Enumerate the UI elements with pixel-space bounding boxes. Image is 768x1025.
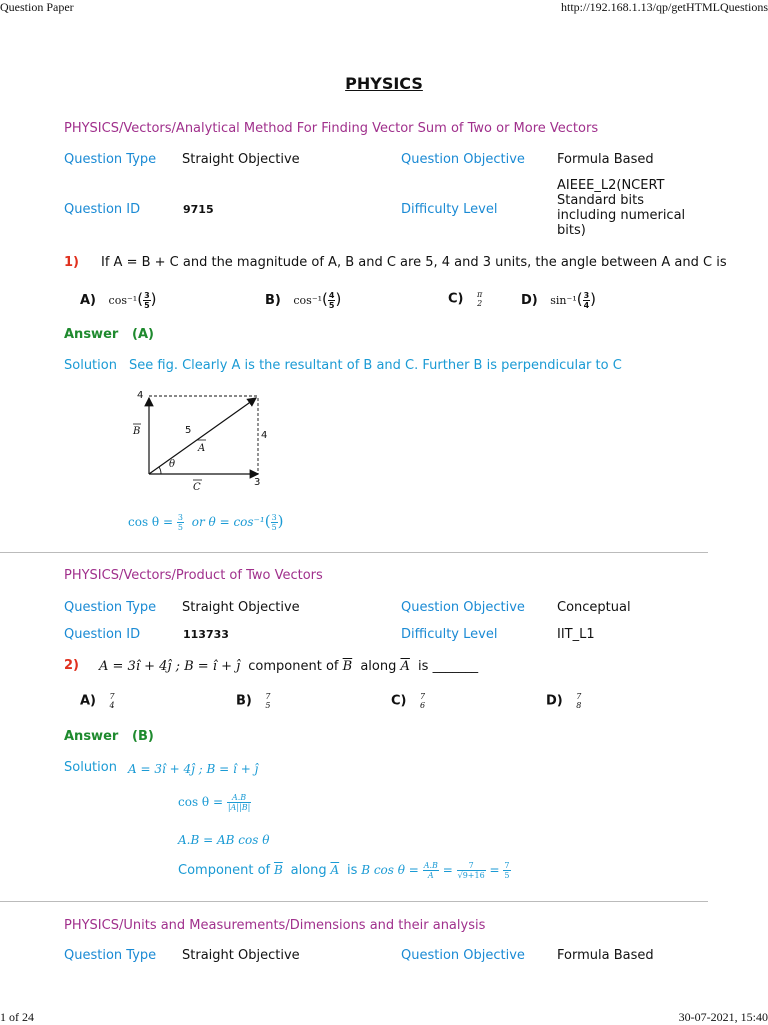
- q1-question-text: If A = B + C and the magnitude of A, B and C are 5, 4 and 3 units, the angle between A and C is: [101, 255, 727, 270]
- q2-answer-label: Answer: [64, 729, 119, 744]
- option-label: D): [546, 693, 563, 709]
- q1-option-b[interactable]: B) cos⁻¹( $\frac{4}{5}$ ): [265, 290, 342, 310]
- q2-question-objective-label: Question Objective: [401, 600, 525, 615]
- q1-question-objective-label: Question Objective: [401, 152, 525, 167]
- q3-question-objective-value: Formula Based: [557, 948, 654, 963]
- q1-difficulty-line: bits): [557, 223, 586, 238]
- q3-question-type-label: Question Type: [64, 948, 157, 963]
- option-fraction: $\frac{3}{5}$: [144, 291, 150, 310]
- vector-a-arrow: [149, 398, 256, 474]
- q3-question-objective-label: Question Objective: [401, 948, 525, 963]
- q2-solution-line-2: cos θ = $\frac{A.B}{|A||B|}$: [178, 793, 251, 812]
- q3-question-type-value: Straight Objective: [182, 948, 300, 963]
- label-4-top: 4: [137, 390, 144, 401]
- q2-question-text: A = 3î + 4ĵ ; B = î + ĵ component of $\overline{B}$ along $\overline{A}$ is _______: [99, 659, 479, 674]
- label-5: 5: [185, 425, 192, 436]
- q1-solution-label: Solution: [64, 358, 117, 373]
- q2-answer-value: (B): [132, 729, 154, 744]
- q1-answer-label: Answer: [64, 327, 119, 342]
- q1-difficulty-label: Difficulty Level: [401, 202, 498, 217]
- option-function: cos⁻¹: [108, 294, 138, 307]
- label-vector-c: C: [193, 482, 201, 493]
- option-label: B): [265, 293, 281, 308]
- q2-option-c[interactable]: [391, 692, 426, 710]
- angle-arc: [159, 467, 161, 474]
- q2-solution-line-3: A.B = AB cos θ: [178, 833, 270, 847]
- vector-triangle-figure: [128, 384, 284, 496]
- label-theta: θ: [169, 459, 176, 470]
- q1-difficulty-line: including numerical: [557, 208, 686, 223]
- print-header-url: http://192.168.1.13/qp/getHTMLQuestions: [561, 0, 768, 14]
- q1-number: 1): [64, 255, 79, 270]
- option-fraction: 7 6: [420, 692, 426, 710]
- q2-option-d[interactable]: [546, 692, 582, 710]
- q1-question-id-value: 9715: [183, 203, 214, 216]
- q2-option-b[interactable]: [236, 692, 271, 710]
- page-title: PHYSICS: [345, 74, 423, 93]
- q1-question-type-value: Straight Objective: [182, 152, 300, 167]
- option-fraction: π 2: [477, 290, 483, 308]
- option-fraction: 7 8: [576, 692, 582, 710]
- option-label: C): [448, 291, 464, 307]
- section-divider: [0, 901, 708, 902]
- q1-difficulty-value: [557, 178, 685, 238]
- q2-question-objective-value: Conceptual: [557, 600, 631, 615]
- option-label: D): [521, 293, 538, 308]
- section-divider: [0, 552, 708, 553]
- q2-topic-path: PHYSICS/Vectors/Product of Two Vectors: [64, 568, 323, 583]
- print-timestamp: 30-07-2021, 15:40: [678, 1010, 768, 1024]
- option-fraction: $\frac{3}{4}$: [583, 291, 590, 310]
- q2-question-id-label: Question ID: [64, 627, 141, 642]
- option-fraction: 7 4: [109, 692, 115, 710]
- option-function: sin⁻¹: [550, 294, 577, 307]
- q1-difficulty-line: AIEEE_L2(NCERT: [557, 178, 665, 193]
- q1-option-a[interactable]: A) cos⁻¹( $\frac{3}{5}$ ): [80, 290, 157, 310]
- q1-option-c[interactable]: [448, 290, 483, 308]
- page-counter: 1 of 24: [0, 1010, 34, 1024]
- q2-solution-line-1: A = 3î + 4ĵ ; B = î + ĵ: [128, 762, 259, 776]
- q2-question-type-value: Straight Objective: [182, 600, 300, 615]
- q3-topic-path: PHYSICS/Units and Measurements/Dimensions and their analysis: [64, 918, 486, 933]
- option-fraction: 7 5: [265, 692, 271, 710]
- option-label: C): [391, 693, 407, 709]
- label-3: 3: [254, 477, 261, 488]
- q2-solution-line-4: Component of $\overline{B}$ along $\overline{A}$ is B cos θ = $\frac{A.B}{A}$ = $\frac{7}{√9+16}$ = $\frac{7}{5}$: [178, 861, 510, 880]
- q1-topic-path: PHYSICS/Vectors/Analytical Method For Finding Vector Sum of Two or More Vectors: [64, 121, 599, 136]
- label-4-right: 4: [261, 430, 268, 441]
- q2-question-type-label: Question Type: [64, 600, 157, 615]
- q1-question-objective-value: Formula Based: [557, 152, 654, 167]
- q1-option-d[interactable]: D) sin⁻¹( $\frac{3}{4}$ ): [521, 290, 597, 310]
- q2-difficulty-label: Difficulty Level: [401, 627, 498, 642]
- print-header-title: Question Paper: [0, 0, 74, 14]
- q1-question-id-label: Question ID: [64, 202, 141, 217]
- q1-difficulty-line: Standard bits: [557, 193, 645, 208]
- q2-question-id-value: 113733: [183, 628, 229, 641]
- option-fraction: $\frac{4}{5}$: [328, 291, 335, 310]
- label-vector-b: B: [133, 426, 141, 437]
- option-label: A): [80, 693, 97, 709]
- option-function: cos⁻¹: [293, 294, 323, 307]
- q2-number: 2): [64, 658, 79, 673]
- label-vector-a: A: [198, 443, 206, 454]
- q1-answer-value: (A): [132, 327, 154, 342]
- q1-question-type-label: Question Type: [64, 152, 157, 167]
- option-label: A): [80, 293, 97, 308]
- q2-option-a[interactable]: [80, 692, 116, 710]
- q1-solution-text: See fig. Clearly A is the resultant of B and C. Further B is perpendicular to C: [129, 358, 622, 373]
- q2-solution-label: Solution: [64, 760, 117, 775]
- q1-solution-result: cos θ = $\frac{3}{5}$ or θ = cos⁻¹( $\frac{3}{5}$ ): [128, 512, 284, 532]
- q2-difficulty-value: IIT_L1: [557, 627, 595, 642]
- option-label: B): [236, 693, 252, 709]
